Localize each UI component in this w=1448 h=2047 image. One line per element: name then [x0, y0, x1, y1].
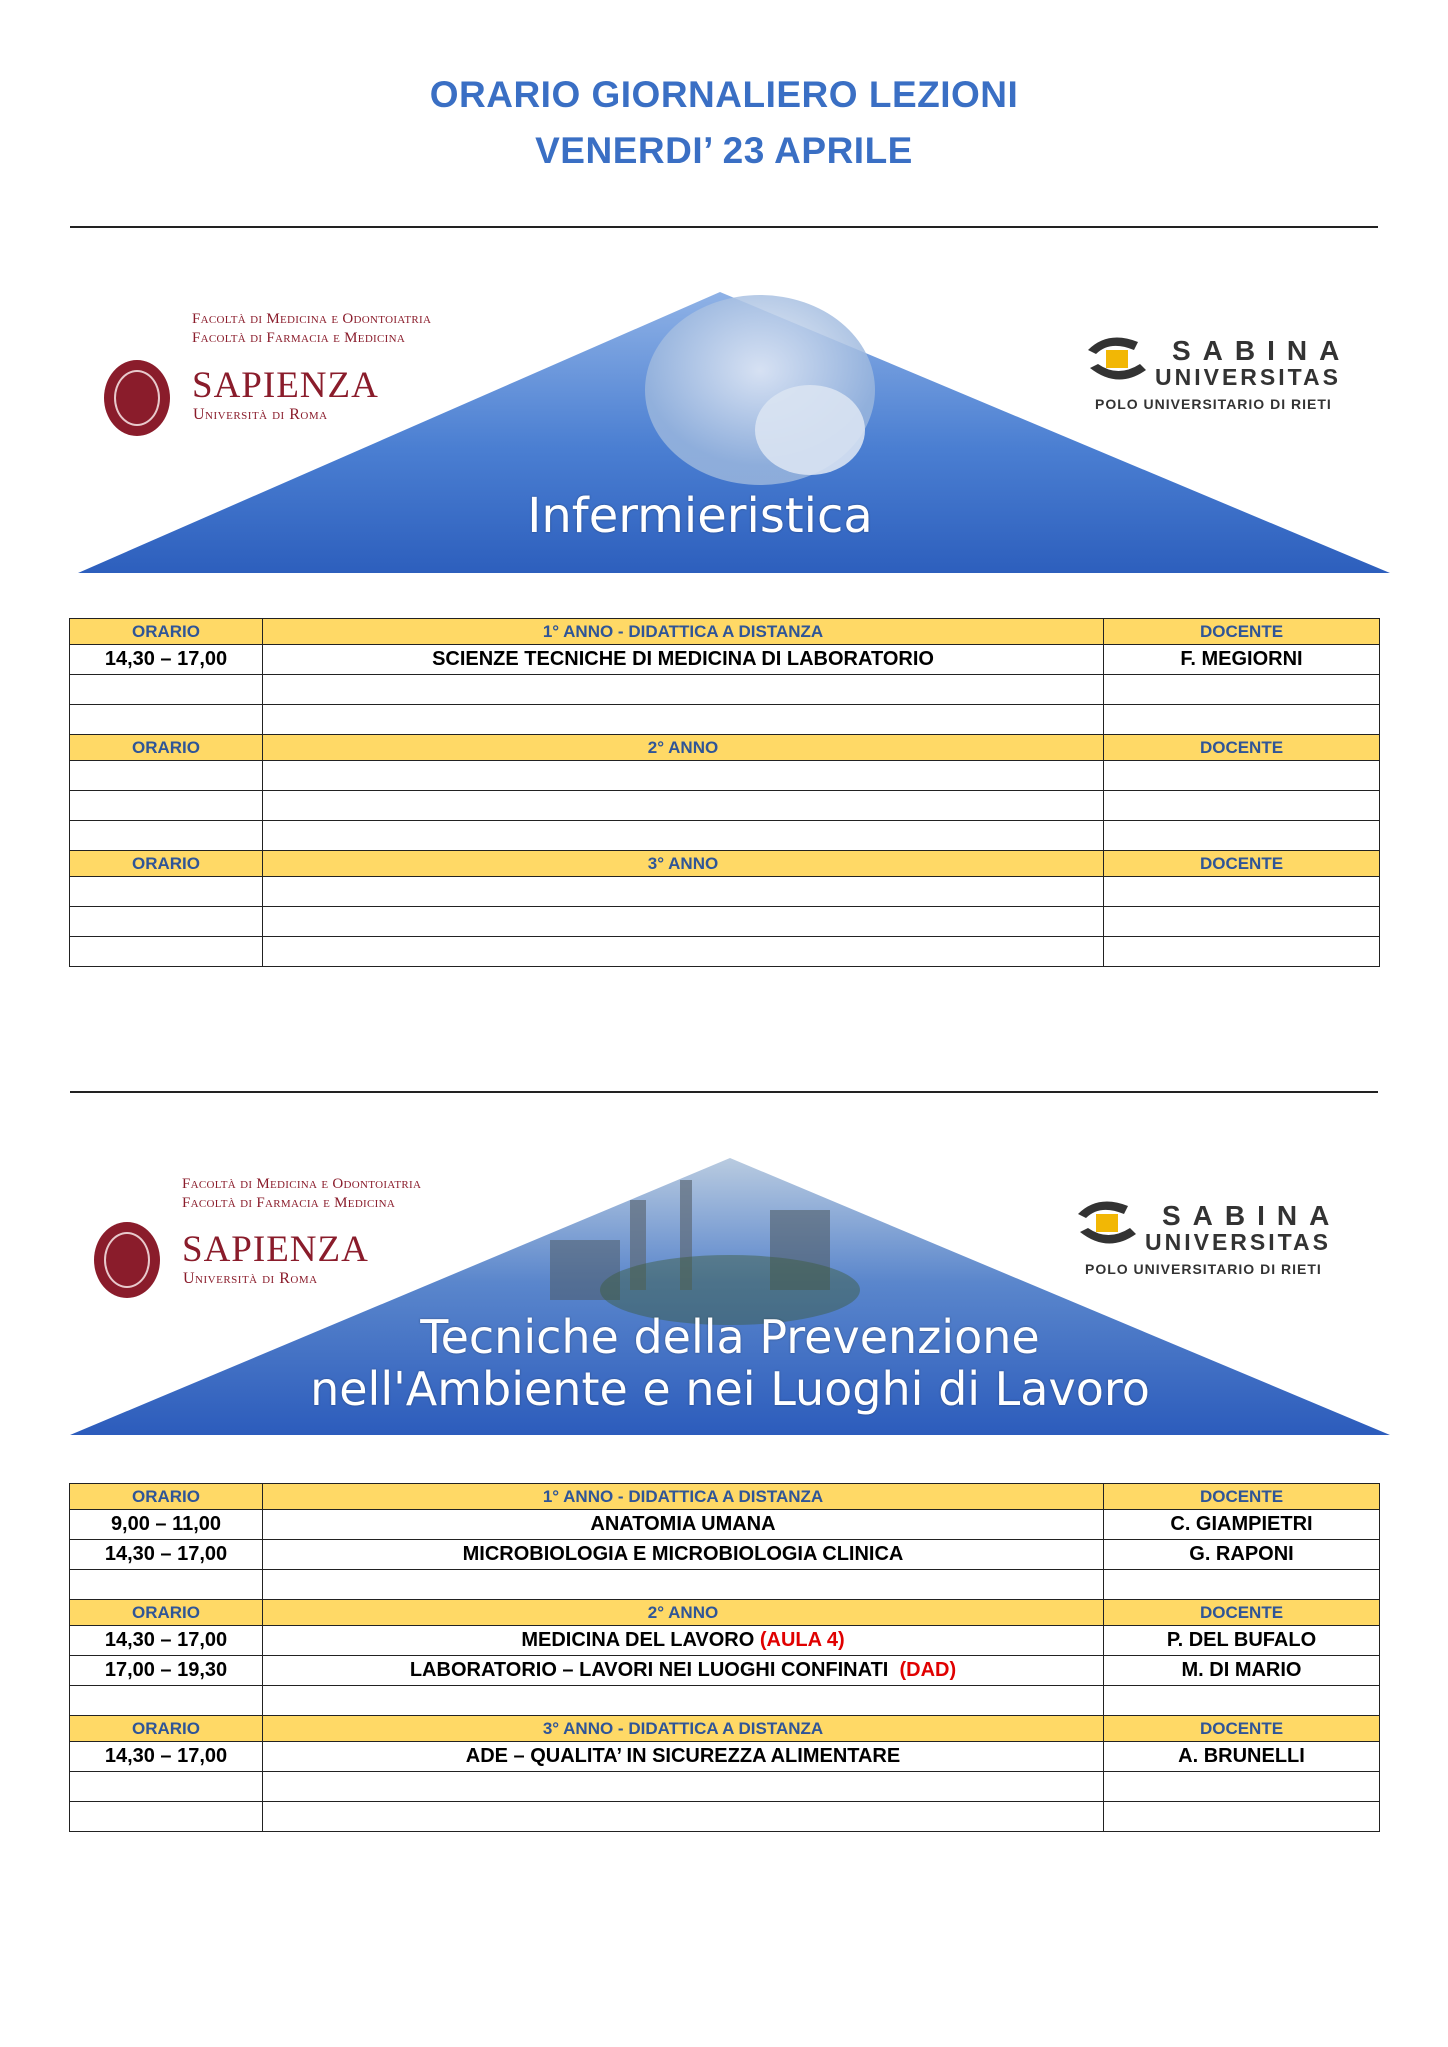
course-banner-infermieristica [70, 280, 1390, 580]
faculty-line-1: Facoltà di Medicina e Odontoiatria [182, 1176, 422, 1192]
header-year: 3° ANNO - DIDATTICA A DISTANZA [263, 1716, 1104, 1742]
cell-subject [263, 1802, 1104, 1832]
header-teacher: DOCENTE [1104, 1600, 1380, 1626]
table-row [70, 1742, 1380, 1772]
subject-text: MEDICINA DEL LAVORO [521, 1629, 755, 1651]
course-title: Tecniche della Prevenzione [420, 1310, 1040, 1364]
table-row [70, 1802, 1380, 1832]
subject-text: ADE – QUALITA’ IN SICUREZZA ALIMENTARE [465, 1745, 901, 1767]
header-teacher: DOCENTE [1104, 1716, 1380, 1742]
table-row [70, 1626, 1380, 1656]
cell-teacher: F. MEGIORNI [1104, 645, 1380, 675]
subject-text: MICROBIOLOGIA E MICROBIOLOGIA CLINICA [462, 1543, 904, 1565]
table-header-row [70, 851, 1380, 877]
cell-teacher [1104, 1570, 1380, 1600]
header-year: 1° ANNO - DIDATTICA A DISTANZA [263, 619, 1104, 645]
cell-subject [263, 1656, 1104, 1686]
subject-text: ANATOMIA UMANA [590, 1513, 776, 1535]
cell-subject [263, 761, 1104, 791]
sapienza-seal-icon [104, 360, 170, 436]
cell-time [70, 1772, 263, 1802]
subject-note: (DAD) [899, 1659, 957, 1681]
table-header-row [70, 619, 1380, 645]
cell-subject [263, 645, 1104, 675]
cell-time [70, 937, 263, 967]
cell-time [70, 821, 263, 851]
sabina-logo-text: SABINA [1162, 1200, 1342, 1231]
table-row [70, 877, 1380, 907]
cell-subject [263, 1626, 1104, 1656]
cell-time: 14,30 – 17,00 [70, 645, 263, 675]
cell-teacher: C. GIAMPIETRI [1104, 1510, 1380, 1540]
sapienza-logo-subtext: Università di Roma [183, 1270, 318, 1287]
cell-time [70, 1802, 263, 1832]
table-row [70, 791, 1380, 821]
cell-time: 17,00 – 19,30 [70, 1656, 263, 1686]
sapienza-seal-icon [94, 1222, 160, 1298]
header-year: 2° ANNO [263, 1600, 1104, 1626]
header-year: 2° ANNO [263, 735, 1104, 761]
table-row [70, 761, 1380, 791]
header-time: ORARIO [70, 735, 263, 761]
sabina-universitas-text: UNIVERSITAS [1145, 1229, 1331, 1255]
cell-teacher [1104, 675, 1380, 705]
header-teacher: DOCENTE [1104, 851, 1380, 877]
subject-text: LABORATORIO – LAVORI NEI LUOGHI CONFINATI [409, 1659, 889, 1681]
course-title: Infermieristica [527, 488, 873, 544]
cell-subject [263, 791, 1104, 821]
table-row [70, 645, 1380, 675]
cell-time [70, 1570, 263, 1600]
cell-time: 14,30 – 17,00 [70, 1742, 263, 1772]
table-row [70, 821, 1380, 851]
faculty-line-1: Facoltà di Medicina e Odontoiatria [192, 311, 432, 327]
schedule-table-prevenzione [69, 1483, 1380, 1832]
cell-subject [263, 1540, 1104, 1570]
page-title-line1: ORARIO GIORNALIERO LEZIONI [429, 74, 1019, 115]
header-time: ORARIO [70, 851, 263, 877]
cell-teacher [1104, 1686, 1380, 1716]
subject-note: (AULA 4) [759, 1629, 845, 1651]
cell-teacher: G. RAPONI [1104, 1540, 1380, 1570]
cell-teacher [1104, 907, 1380, 937]
header-teacher: DOCENTE [1104, 619, 1380, 645]
sabina-logo-text: SABINA [1172, 335, 1352, 366]
table-header-row [70, 1600, 1380, 1626]
sapienza-logo-text: SAPIENZA [192, 365, 379, 406]
table-row [70, 907, 1380, 937]
sabina-universitas-text: UNIVERSITAS [1155, 364, 1341, 390]
header-time: ORARIO [70, 1484, 263, 1510]
table-row [70, 675, 1380, 705]
header-time: ORARIO [70, 1716, 263, 1742]
cell-subject [263, 1742, 1104, 1772]
divider-top [70, 226, 1378, 228]
sabina-polo-text: POLO UNIVERSITARIO DI RIETI [1095, 396, 1332, 412]
header-teacher: DOCENTE [1104, 735, 1380, 761]
header-time: ORARIO [70, 619, 263, 645]
cell-time [70, 877, 263, 907]
cell-time: 14,30 – 17,00 [70, 1626, 263, 1656]
table-row [70, 1686, 1380, 1716]
page-title-line2: VENERDI’ 23 APRILE [535, 130, 913, 171]
cell-time [70, 761, 263, 791]
cell-time: 9,00 – 11,00 [70, 1510, 263, 1540]
cell-subject [263, 877, 1104, 907]
table-row [70, 1540, 1380, 1570]
course-title-line2: nell'Ambiente e nei Luoghi di Lavoro [310, 1362, 1150, 1416]
cell-teacher: P. DEL BUFALO [1104, 1626, 1380, 1656]
cell-subject [263, 821, 1104, 851]
cell-time [70, 1686, 263, 1716]
cell-time [70, 907, 263, 937]
cell-subject [263, 1510, 1104, 1540]
cell-teacher [1104, 1802, 1380, 1832]
cell-teacher [1104, 877, 1380, 907]
header-teacher: DOCENTE [1104, 1484, 1380, 1510]
sapienza-logo-subtext: Università di Roma [193, 406, 328, 423]
table-header-row [70, 1484, 1380, 1510]
cell-teacher [1104, 791, 1380, 821]
table-header-row [70, 1716, 1380, 1742]
cell-subject [263, 675, 1104, 705]
cell-time: 14,30 – 17,00 [70, 1540, 263, 1570]
table-row [70, 1510, 1380, 1540]
cell-teacher [1104, 821, 1380, 851]
header-year: 3° ANNO [263, 851, 1104, 877]
cell-teacher: A. BRUNELLI [1104, 1742, 1380, 1772]
subject-text: SCIENZE TECNICHE DI MEDICINA DI LABORATORIO [432, 648, 934, 670]
cell-teacher [1104, 705, 1380, 735]
table-row [70, 1570, 1380, 1600]
cell-subject [263, 937, 1104, 967]
cell-subject [263, 1686, 1104, 1716]
faculty-line-2: Facoltà di Farmacia e Medicina [182, 1195, 396, 1211]
cell-subject [263, 705, 1104, 735]
header-year: 1° ANNO - DIDATTICA A DISTANZA [263, 1484, 1104, 1510]
cell-teacher [1104, 1772, 1380, 1802]
cell-subject [263, 1772, 1104, 1802]
header-time: ORARIO [70, 1600, 263, 1626]
table-row [70, 705, 1380, 735]
course-banner-prevenzione [70, 1140, 1390, 1445]
sabina-book-icon [1068, 1194, 1148, 1254]
sapienza-logo-text: SAPIENZA [182, 1229, 369, 1270]
cell-time [70, 675, 263, 705]
sabina-book-icon [1078, 330, 1158, 390]
schedule-table-infermieristica [69, 618, 1380, 967]
cell-teacher: M. DI MARIO [1104, 1656, 1380, 1686]
cell-teacher [1104, 937, 1380, 967]
table-row [70, 937, 1380, 967]
cell-time [70, 791, 263, 821]
cell-time [70, 705, 263, 735]
sabina-polo-text: POLO UNIVERSITARIO DI RIETI [1085, 1261, 1322, 1277]
table-row [70, 1656, 1380, 1686]
table-row [70, 1772, 1380, 1802]
divider-middle [70, 1091, 1378, 1093]
cell-subject [263, 1570, 1104, 1600]
table-header-row [70, 735, 1380, 761]
cell-subject [263, 907, 1104, 937]
cell-teacher [1104, 761, 1380, 791]
faculty-line-2: Facoltà di Farmacia e Medicina [192, 330, 406, 346]
